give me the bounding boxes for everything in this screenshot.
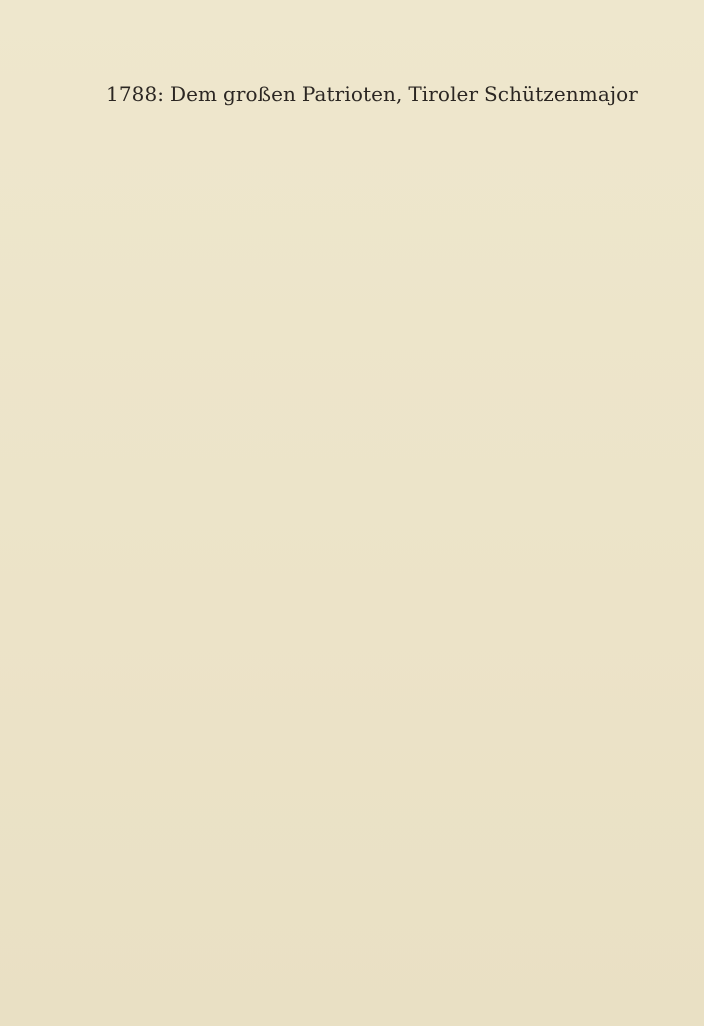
word: Tiroler (408, 82, 479, 106)
text-line (78, 80, 638, 109)
word: Patrioten, (301, 82, 403, 106)
word: 1788: (106, 82, 165, 106)
word: Schützenmajor (484, 82, 638, 106)
body-text (78, 80, 638, 109)
word: großen (222, 82, 297, 106)
word: Dem (169, 82, 218, 106)
